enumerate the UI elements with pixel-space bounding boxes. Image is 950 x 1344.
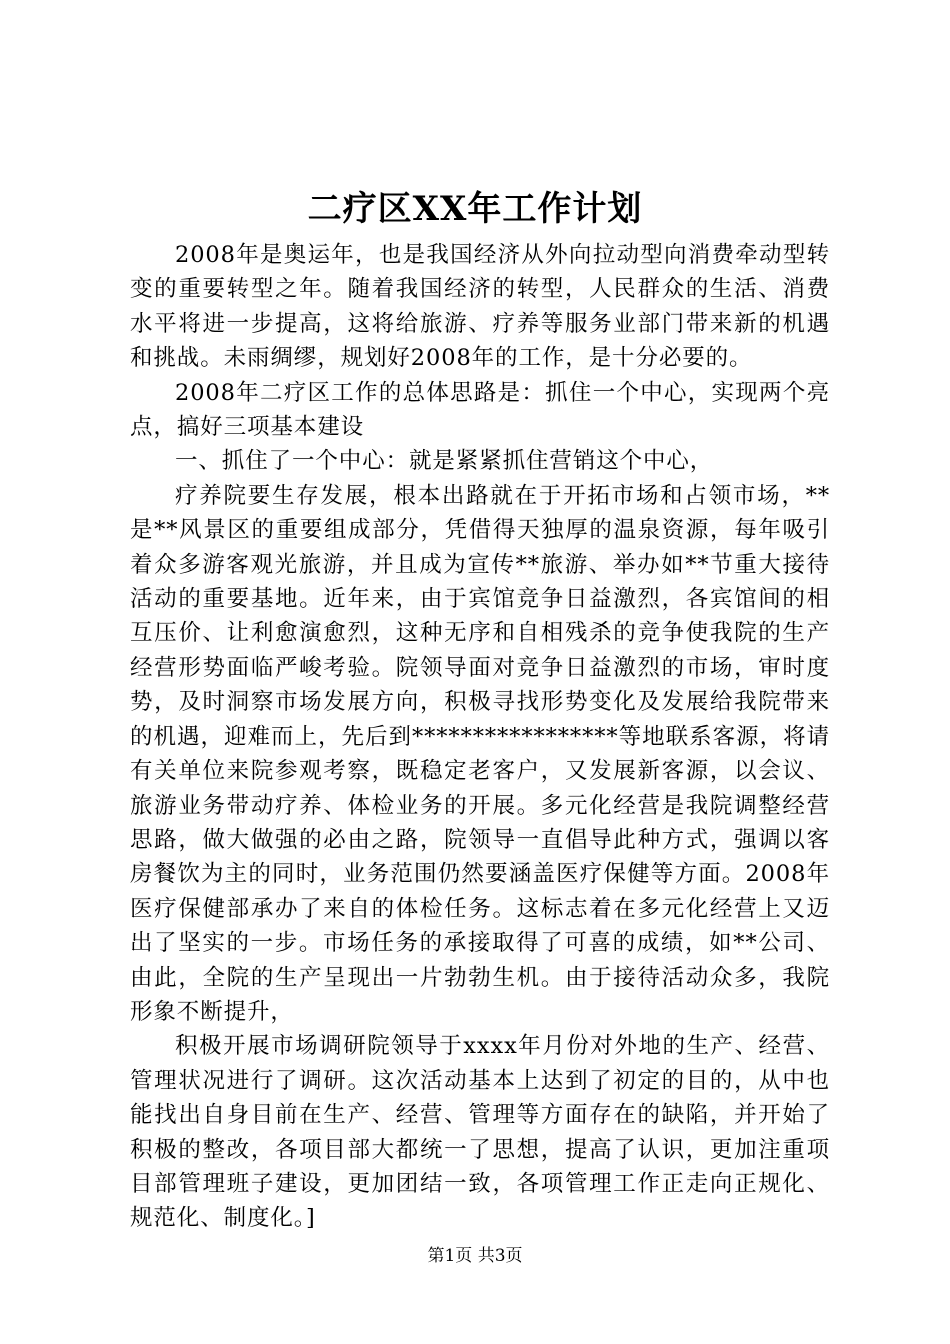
paragraph-section-one-heading: 一、抓住了一个中心：就是紧紧抓住营销这个中心， <box>175 448 714 475</box>
paragraph-market-research: 积极开展市场调研院领导于xxxx年月份对外地的生产、经营、管理状况进行了调研。这次活动基本上达到了初定的目的，从中也能找出自身目前在生产、经营、管理等方面存在的缺陷，并开始了积极的整改，各项目部大都统一了思想，提高了认识，更加注重项目部管理班子建设，更加团结一致，各项管理工作正走向正规化、规范化、制度化。] <box>130 1033 830 1232</box>
paragraph-intro: 2008年是奥运年，也是我国经济从外向拉动型向消费牵动型转变的重要转型之年。随着我国经济的转型，人民群众的生活、消费水平将进一步提高，这将给旅游、疗养等服务业部门带来新的机遇和挑战。未雨绸缪，规划好2008年的工作，是十分必要的。 <box>130 242 830 372</box>
paragraph-marketing: 疗养院要生存发展，根本出路就在于开拓市场和占领市场，**是**风景区的重要组成部分，凭借得天独厚的温泉资源，每年吸引着众多游客观光旅游，并且成为宣传**旅游、举办如**节重大接待活动的重要基地。近年来，由于宾馆竞争日益激烈，各宾馆间的相互压价、让利愈演愈烈，这种无序和自相残杀的竞争使我院的生产经营形势面临严峻考验。院领导面对竞争日益激烈的市场，审时度势，及时洞察市场发展方向，积极寻找形势变化及发展给我院带来的机遇，迎难而上，先后到*****************等地联系客源，将请有关单位来院参观考察，既稳定老客户，又发展新客源，以会议、旅游业务带动疗养、体检业务的开展。多元化经营是我院调整经营思路，做大做强的必由之路，院领导一直倡导此种方式，强调以客房餐饮为主的同时，业务范围仍然要涵盖医疗保健等方面。2008年医疗保健部承办了来自的体检任务。这标志着在多元化经营上又迈出了坚实的一步。市场任务的承接取得了可喜的成绩，如**公司、由此，全院的生产呈现出一片勃勃生机。由于接待活动众多，我院形象不断提升， <box>130 482 830 1025</box>
document-body <box>130 238 830 1236</box>
document-title: 二疗区XX年工作计划 <box>307 189 643 229</box>
paragraph-overall-approach: 2008年二疗区工作的总体思路是：抓住一个中心，实现两个亮点，搞好三项基本建设 <box>130 379 830 441</box>
page-number-footer: 第1页 共3页 <box>427 1246 523 1266</box>
